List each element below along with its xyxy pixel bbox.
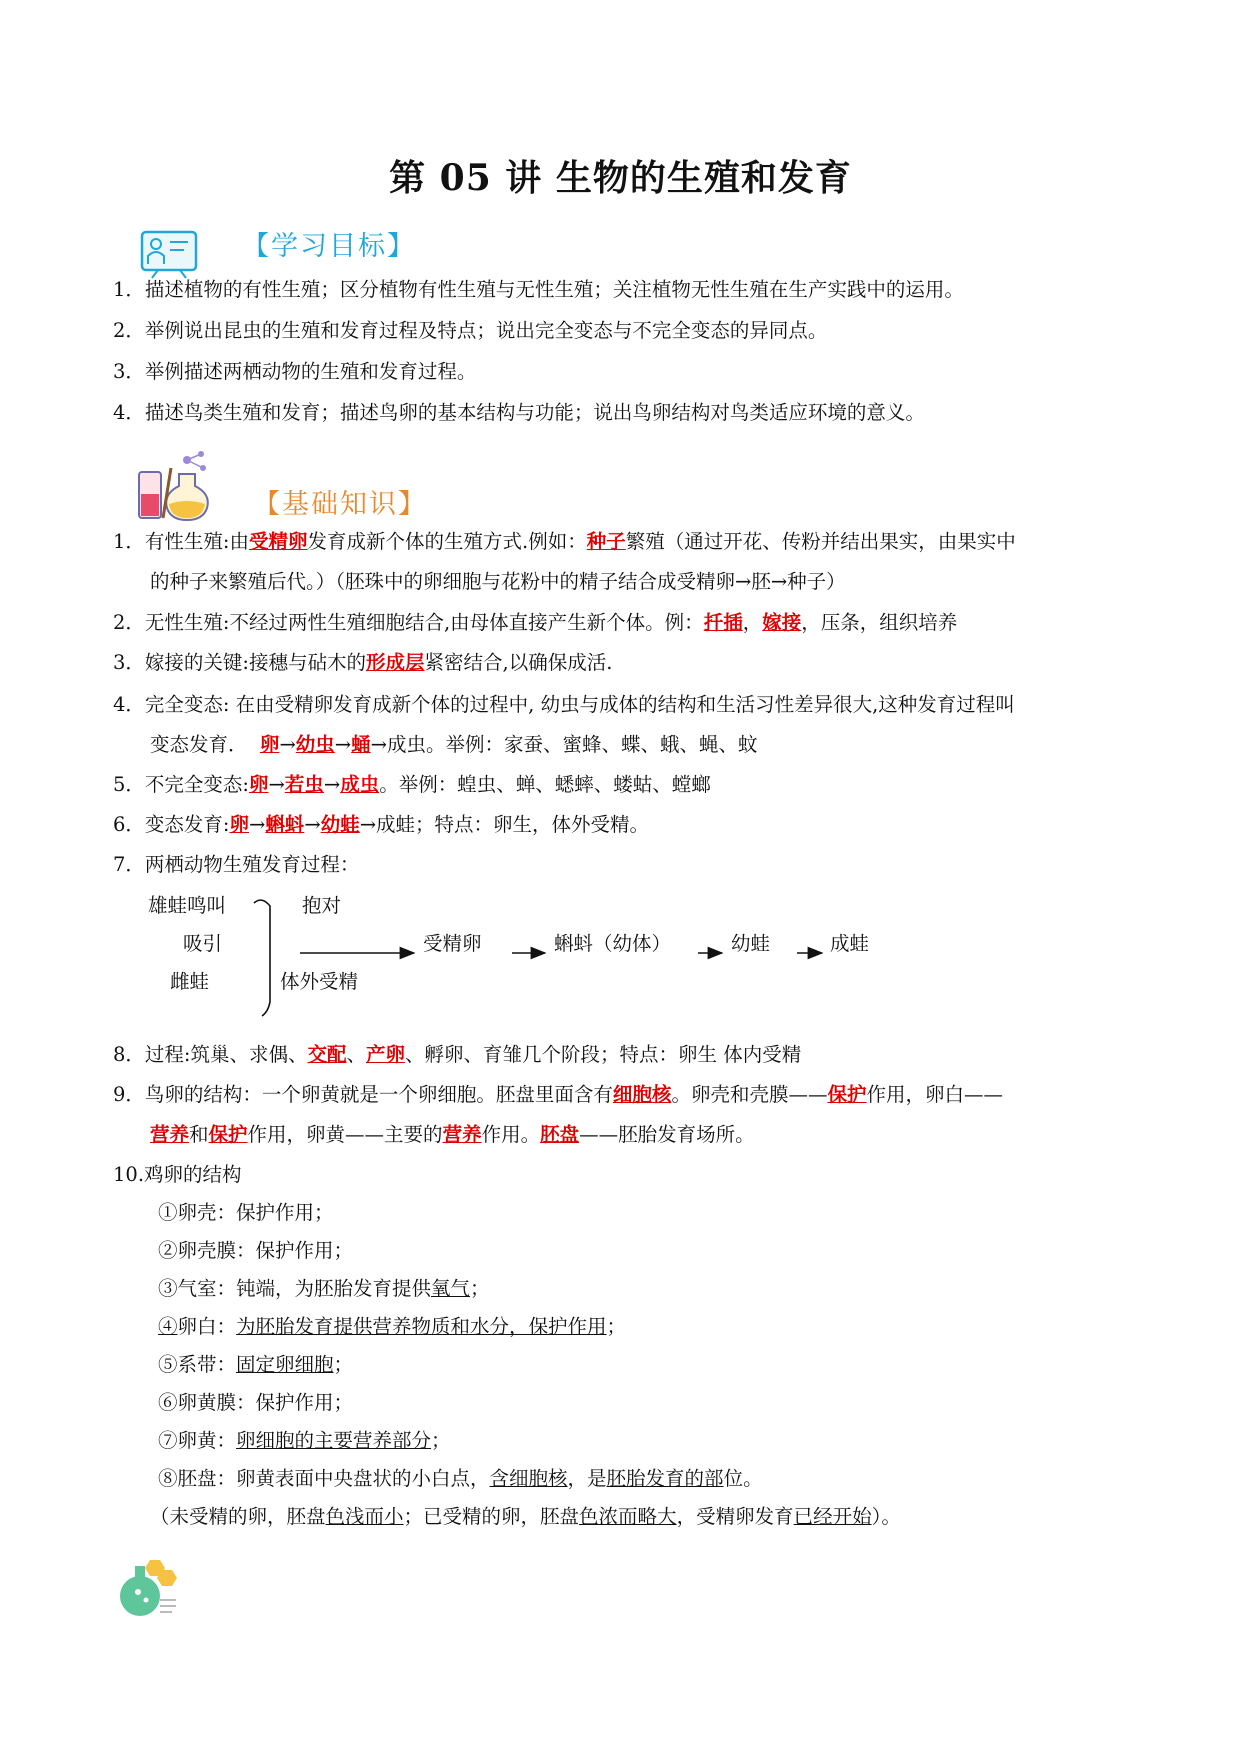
knowledge-item-4: 4．完全变态: 在由受精卵发育成新个体的过程中, 幼虫与成体的结构和生活习性差异很大,这种发育过程叫	[113, 693, 1015, 716]
key-term: 成虫	[340, 773, 380, 796]
flask-hexagon-icon	[116, 1556, 182, 1618]
text: 6．变态发育:	[113, 813, 230, 836]
text: 和	[189, 1123, 209, 1146]
egg-note	[150, 1503, 901, 1531]
text: 8．过程:筑巢、求偶、	[113, 1043, 308, 1066]
arrow: →	[304, 813, 321, 836]
key-term: 交配	[307, 1043, 347, 1066]
key-term: 扦插	[703, 611, 743, 634]
text: 变态发育．	[150, 733, 248, 756]
egg-item-7	[158, 1427, 451, 1455]
arrow: →	[334, 733, 352, 756]
key-term: 受精卵	[248, 530, 308, 553]
key-term: 保护	[827, 1083, 867, 1106]
key-term: 幼虫	[295, 733, 335, 756]
objective-item-1: 1．描述植物的有性生殖；区分植物有性生殖与无性生殖；关注植物无性生殖在生产实践中的运用。	[113, 278, 964, 301]
key-term: 细胞核	[612, 1083, 672, 1106]
text: →成虫。举例：家蚕、蜜蜂、蝶、蛾、蝇、蚊	[370, 733, 758, 756]
egg-item-3	[158, 1275, 490, 1303]
text: 1．有性生殖:由	[113, 530, 249, 553]
diagram-attract: 吸引	[183, 932, 223, 955]
key-term: 卵	[248, 773, 269, 796]
knowledge-item-9	[113, 1081, 1003, 1109]
text: 5．不完全变态:	[113, 773, 249, 796]
text: 2．无性生殖:不经过两性生殖细胞结合,由母体直接产生新个体。例：	[113, 611, 704, 634]
key-term: 卵	[259, 733, 280, 756]
key-term: 营养	[150, 1123, 190, 1146]
text: 繁殖（通过开花、传粉并结出果实，由果实中	[625, 530, 1016, 553]
text: ⑦卵黄：	[158, 1429, 237, 1452]
diagram-stage-tadpole: 蝌蚪（幼体）	[554, 932, 672, 955]
diagram-male-call: 雄蛙鸣叫	[148, 894, 227, 917]
diagram-bracket	[254, 900, 270, 1016]
underlined-text: 色浓而略大	[579, 1505, 677, 1528]
text: 位。	[723, 1467, 763, 1490]
arrow: →	[249, 813, 266, 836]
underlined-text: 为胚胎发育提供营养物质和水分，保护作用	[236, 1315, 607, 1338]
underlined-text: 氧气	[431, 1277, 471, 1300]
text: 作用，卵白——	[866, 1083, 1003, 1106]
arrow: →	[323, 773, 341, 796]
key-term: 种子	[586, 530, 626, 553]
text: 作用。	[481, 1123, 541, 1146]
key-term: 蛹	[351, 733, 371, 756]
text: ；已受精的卵，胚盘	[403, 1505, 580, 1528]
underlined-text: 胚胎发育的部	[606, 1467, 724, 1490]
underlined-text: 含细胞核	[489, 1467, 568, 1490]
knowledge-item-9-cont	[150, 1121, 755, 1149]
text: ⑧胚盘：卵黄表面中央盘状的小白点，	[158, 1467, 490, 1490]
key-term: 蝌蚪	[265, 813, 305, 836]
key-term: 卵	[229, 813, 249, 836]
key-term: 形成层	[365, 651, 425, 674]
text: ——胚胎发育场所。	[579, 1123, 755, 1146]
objective-item-4: 4．描述鸟类生殖和发育；描述鸟卵的基本结构与功能；说出鸟卵结构对鸟类适应环境的意义。	[113, 401, 925, 424]
underlined-text: ④	[158, 1315, 178, 1338]
text: ；	[431, 1429, 451, 1452]
text: ，是	[567, 1467, 607, 1490]
diagram-female: 雌蛙	[170, 970, 210, 993]
key-term: 若虫	[284, 773, 324, 796]
diagram-embrace: 抱对	[302, 894, 342, 917]
underlined-text: 已经开始	[793, 1505, 872, 1528]
knowledge-item-1-cont: 的种子来繁殖后代。）（胚珠中的卵细胞与花粉中的精子结合成受精卵→胚→种子）	[150, 570, 846, 593]
knowledge-item-10: 10.鸡卵的结构	[113, 1163, 242, 1186]
diagram-stage-froglet: 幼蛙	[731, 932, 771, 955]
key-term: 幼蛙	[320, 813, 360, 836]
key-term: 营养	[442, 1123, 482, 1146]
underlined-text: 卵细胞的主要营养部分	[236, 1429, 432, 1452]
key-term: 嫁接	[762, 611, 802, 634]
text: ；	[606, 1315, 627, 1338]
text: ，压条，组织培养	[801, 611, 958, 634]
text: 9．鸟卵的结构：一个卵黄就是一个卵细胞。胚盘里面含有	[113, 1083, 613, 1106]
text: ⑤系带：	[158, 1353, 237, 1376]
egg-item-2: ②卵壳膜：保护作用；	[158, 1239, 354, 1262]
text: 、孵卵、育雏几个阶段；特点：卵生 体内受精	[405, 1043, 802, 1066]
diagram-stage-zygote: 受精卵	[423, 932, 482, 955]
text: 发育成新个体的生殖方式.例如：	[307, 530, 587, 553]
egg-item-4	[158, 1313, 626, 1341]
text: 卵白：	[177, 1315, 237, 1338]
knowledge-item-7: 7．两栖动物生殖发育过程：	[113, 853, 360, 876]
objective-item-2: 2．举例说出昆虫的生殖和发育过程及特点；说出完全变态与不完全变态的异同点。	[113, 319, 828, 342]
knowledge-item-8	[113, 1041, 801, 1069]
text: →成蛙；特点：卵生，体外受精。	[359, 813, 650, 836]
text: 紧密结合,以确保成活.	[424, 651, 613, 674]
arrow: →	[279, 733, 296, 756]
diagram-stage-frog: 成蛙	[830, 932, 870, 955]
objectives-heading: 【学习目标】	[242, 231, 416, 262]
text: ，受精卵发育	[676, 1505, 794, 1528]
key-term: 保护	[208, 1123, 248, 1146]
diagram-external-fertilization: 体外受精	[280, 970, 359, 993]
text: 。卵壳和壳膜——	[671, 1083, 828, 1106]
text: ；	[470, 1277, 490, 1300]
basics-heading: 【基础知识】	[253, 489, 427, 520]
text: 、	[346, 1043, 367, 1066]
text: ）。	[871, 1505, 901, 1528]
arrow: →	[268, 773, 285, 796]
text: ；	[333, 1353, 354, 1376]
text: 作用，卵黄——主要的	[247, 1123, 443, 1146]
egg-item-6: ⑥卵黄膜：保护作用；	[158, 1391, 354, 1414]
page-title: 第 05 讲 生物的生殖和发育	[389, 157, 852, 199]
text: ，	[742, 611, 763, 634]
egg-item-8	[158, 1465, 763, 1493]
egg-item-5	[158, 1351, 353, 1379]
text: 。举例：蝗虫、蝉、蟋蟀、蝼蛄、螳螂	[379, 773, 711, 796]
text: ③气室：钝端，为胚胎发育提供	[158, 1277, 432, 1300]
egg-item-1: ①卵壳：保护作用；	[158, 1201, 334, 1224]
underlined-text: 色浅而小	[325, 1505, 404, 1528]
text: 3．嫁接的关键:接穗与砧木的	[113, 651, 366, 674]
text: （未受精的卵，胚盘	[150, 1505, 326, 1528]
objective-item-3: 3．举例描述两栖动物的生殖和发育过程。	[113, 360, 477, 383]
key-term: 产卵	[366, 1043, 406, 1066]
key-term: 胚盘	[540, 1123, 580, 1146]
underlined-text: 固定卵细胞	[236, 1353, 334, 1376]
